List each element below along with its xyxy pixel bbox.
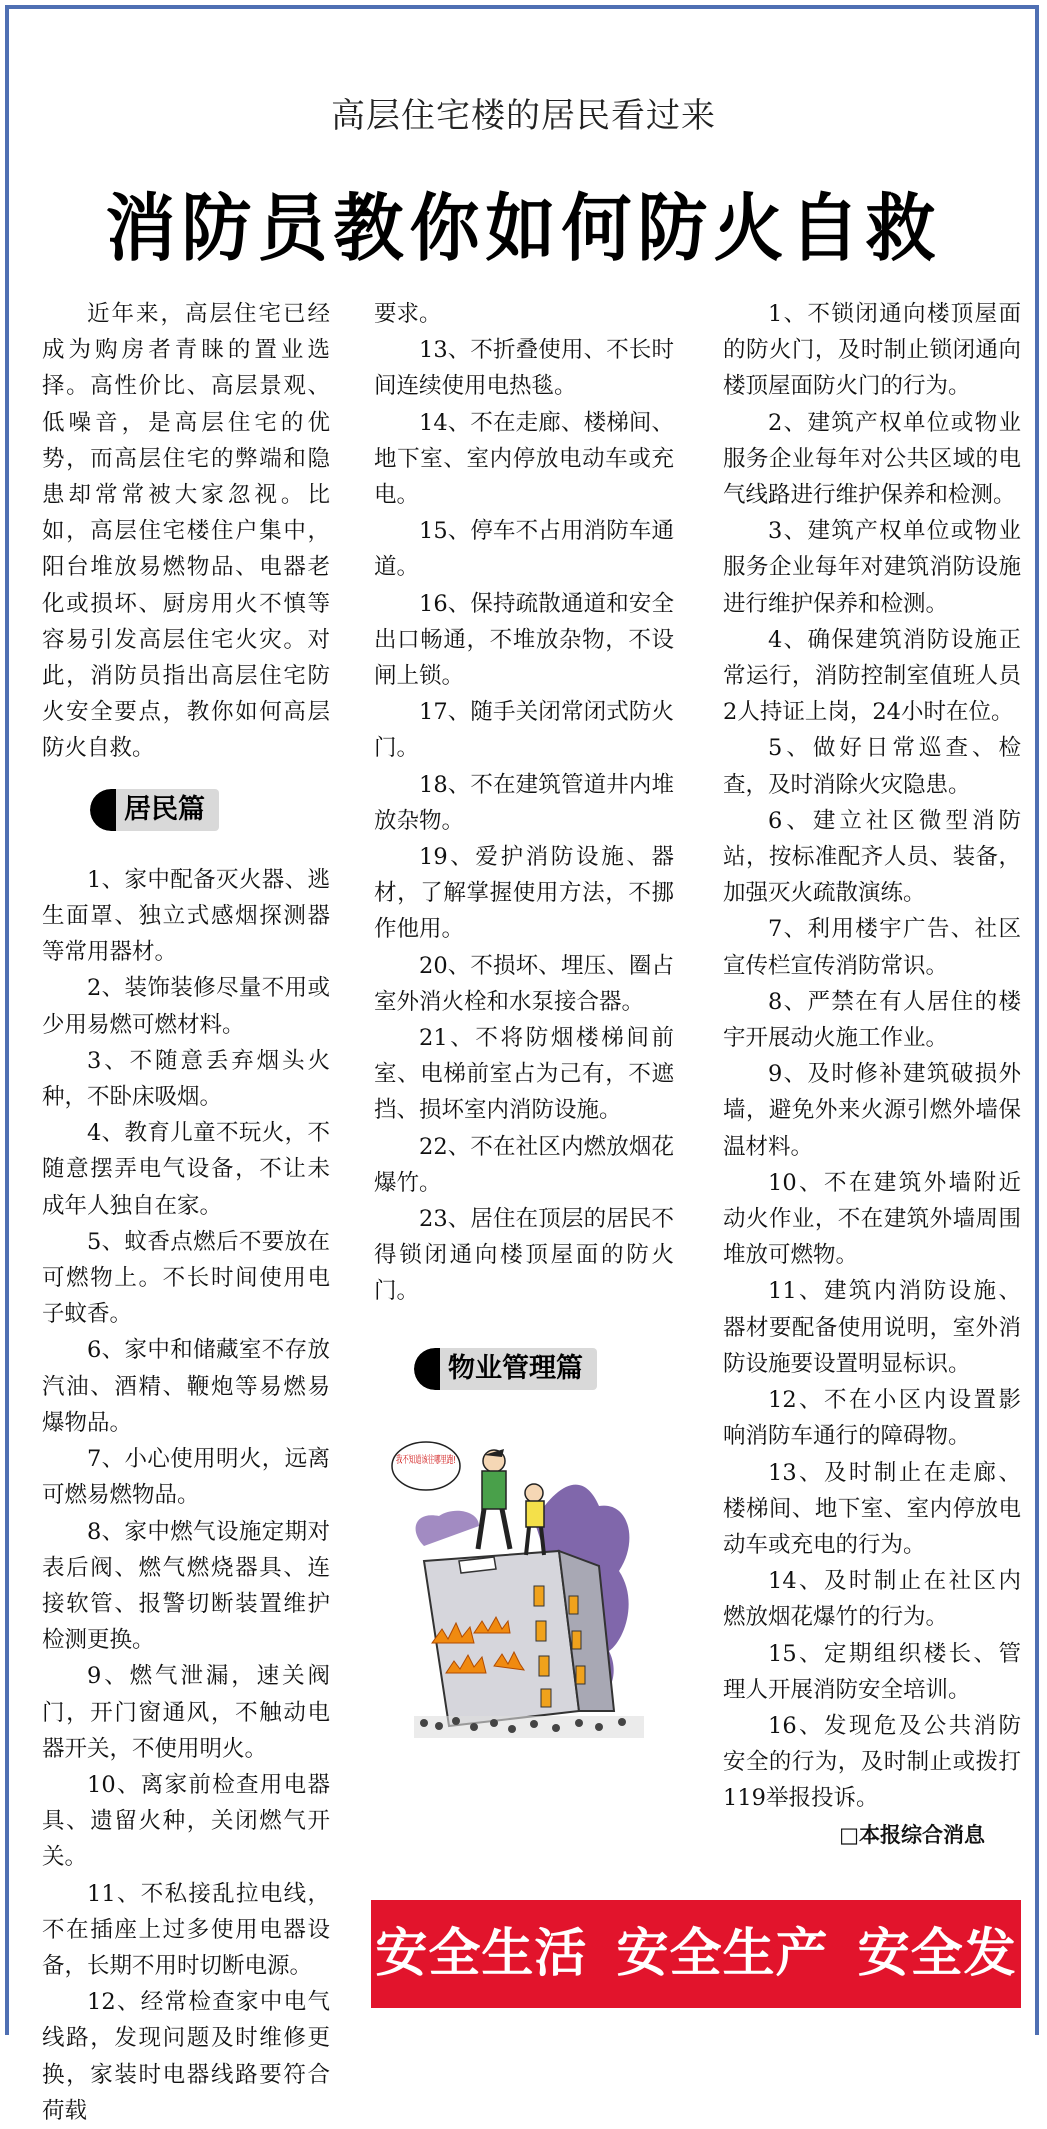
- column-3: [723, 296, 1021, 1853]
- property-item-10: 10、不在建筑外墙附近动火作业，不在建筑外墙周围堆放可燃物。: [723, 1169, 1021, 1269]
- resident-item-14: 14、不在走廊、楼梯间、地下室、室内停放电动车或充电。: [374, 409, 674, 509]
- section-property-wrap: [414, 1348, 674, 1401]
- section-residents-wrap: [90, 789, 330, 842]
- resident-item-23: 23、居住在顶层的居民不得锁闭通向楼顶屋面的防火门。: [374, 1206, 674, 1305]
- property-item-15: 15、定期组织楼长、管理人开展消防安全培训。: [723, 1640, 1021, 1703]
- property-item-12: 12、不在小区内设置影响消防车通行的障碍物。: [723, 1387, 1021, 1450]
- speech-bubble-text: 我不知道该往哪里跑!: [396, 1454, 491, 1466]
- source-credit: □本报综合消息: [839, 1822, 985, 1847]
- property-item-1: 1、不锁闭通向楼顶屋面的防火门，及时制止锁闭通向楼顶屋面防火门的行为。: [723, 301, 1021, 400]
- resident-item-7: 7、小心使用明火，远离可燃易燃物品。: [42, 1446, 330, 1509]
- resident-item-13: 13、不折叠使用、不长时间连续使用电热毯。: [374, 337, 674, 400]
- resident-item-3: 3、不随意丢弃烟头火种，不卧床吸烟。: [42, 1047, 330, 1111]
- section-heading-residents: 居民篇: [90, 789, 219, 831]
- property-item-5: 5、做好日常巡查、检查，及时消除火灾隐患。: [723, 735, 1021, 798]
- resident-item-18: 18、不在建筑管道井内堆放杂物。: [374, 771, 674, 834]
- property-item-4: 4、确保建筑消防设施正常运行，消防控制室值班人员2人持证上岗，24小时在位。: [723, 626, 1021, 726]
- resident-item-2: 2、装饰装修尽量不用或少用易燃可燃材料。: [42, 975, 330, 1038]
- people-on-roof: [478, 1449, 544, 1555]
- resident-item-12: 12、经常检查家中电气线路，发现问题及时维修更换，家装时电器线路要符合荷载: [42, 1989, 330, 2124]
- slogan-banner: 安全生活 安全生产 安全发展: [371, 1900, 1021, 2008]
- resident-item-1: 1、家中配备灭火器、逃生面罩、独立式感烟探测器等常用器材。: [42, 866, 330, 966]
- property-item-2: 2、建筑产权单位或物业服务企业每年对公共区域的电气线路进行维护保养和检测。: [723, 409, 1021, 509]
- resident-item-19: 19、爱护消防设施、器材，了解掌握使用方法，不挪作他用。: [374, 844, 674, 943]
- property-item-16: 16、发现危及公共消防安全的行为，及时制止或拨打119举报投诉。: [723, 1712, 1021, 1812]
- resident-item-11: 11、不私接乱拉电线，不在插座上过多使用电器设备，长期不用时切断电源。: [42, 1880, 330, 1979]
- resident-item-22: 22、不在社区内燃放烟花爆竹。: [374, 1133, 674, 1196]
- resident-item-17: 17、随手关闭常闭式防火门。: [374, 699, 674, 762]
- property-item-3: 3、建筑产权单位或物业服务企业每年对建筑消防设施进行维护保养和检测。: [723, 518, 1021, 617]
- kicker-title: 高层住宅楼的居民看过来: [331, 96, 716, 136]
- resident-item-16: 16、保持疏散通道和安全出口畅通，不堆放杂物，不设闸上锁。: [374, 590, 674, 690]
- column-1: [42, 296, 330, 2129]
- resident-item-4: 4、教育儿童不玩火，不随意摆弄电气设备，不让未成年人独自在家。: [42, 1120, 330, 1219]
- speech-bubble: [392, 1442, 491, 1490]
- property-item-6: 6、建立社区微型消防站，按标准配齐人员、装备，加强灭火疏散演练。: [723, 807, 1021, 907]
- property-item-9: 9、及时修补建筑破损外墙，避免外来火源引燃外墙保温材料。: [723, 1061, 1021, 1160]
- resident-item-6: 6、家中和储藏室不存放汽油、酒精、鞭炮等易燃易爆物品。: [42, 1337, 330, 1436]
- resident-item-5: 5、蚊香点燃后不要放在可燃物上。不长时间使用电子蚊香。: [42, 1228, 330, 1328]
- burning-building-illustration: [384, 1411, 674, 1751]
- resident-item-15: 15、停车不占用消防车通道。: [374, 518, 674, 581]
- section-heading-property: 物业管理篇: [414, 1348, 597, 1390]
- headline: 消防员教你如何防火自救: [105, 185, 942, 272]
- resident-item-10: 10、离家前检查用电器具、遗留火种，关闭燃气开关。: [42, 1771, 330, 1871]
- property-item-7: 7、利用楼宇广告、社区宣传栏宣传消防常识。: [723, 916, 1021, 979]
- property-item-13: 13、及时制止在走廊、楼梯间、地下室、室内停放电动车或充电的行为。: [723, 1459, 1021, 1558]
- resident-item-9: 9、燃气泄漏，速关阀门，开门窗通风，不触动电器开关，不使用明火。: [42, 1663, 330, 1762]
- intro-paragraph: 近年来，高层住宅已经成为购房者青睐的置业选择。高性价比、高层景观、低噪音，是高层住宅的优势，而高层住宅的弊端和隐患却常常被大家忽视。比如，高层住宅楼住户集中，阳台堆放易燃物品、电器老化或损坏、厨房用火不慎等容易引发高层住宅火灾。对此，消防员指出高层住宅防火安全要点，教你如何高层防火自救。: [42, 301, 330, 762]
- column-2: [374, 296, 674, 1751]
- property-item-8: 8、严禁在有人居住的楼宇开展动火施工作业。: [723, 988, 1021, 1052]
- property-item-11: 11、建筑内消防设施、器材要配备使用说明，室外消防设施要设置明显标识。: [723, 1278, 1021, 1377]
- resident-item-20: 20、不损坏、埋压、圈占室外消火栓和水泵接合器。: [374, 952, 674, 1015]
- resident-item-8: 8、家中燃气设施定期对表后阀、燃气燃烧器具、连接软管、报警切断装置维护检测更换。: [42, 1518, 330, 1654]
- resident-item-12-continued: 要求。: [374, 301, 442, 327]
- property-item-14: 14、及时制止在社区内燃放烟花爆竹的行为。: [723, 1568, 1021, 1631]
- resident-item-21: 21、不将防烟楼梯间前室、电梯前室占为己有，不遮挡、损坏室内消防设施。: [374, 1025, 674, 1124]
